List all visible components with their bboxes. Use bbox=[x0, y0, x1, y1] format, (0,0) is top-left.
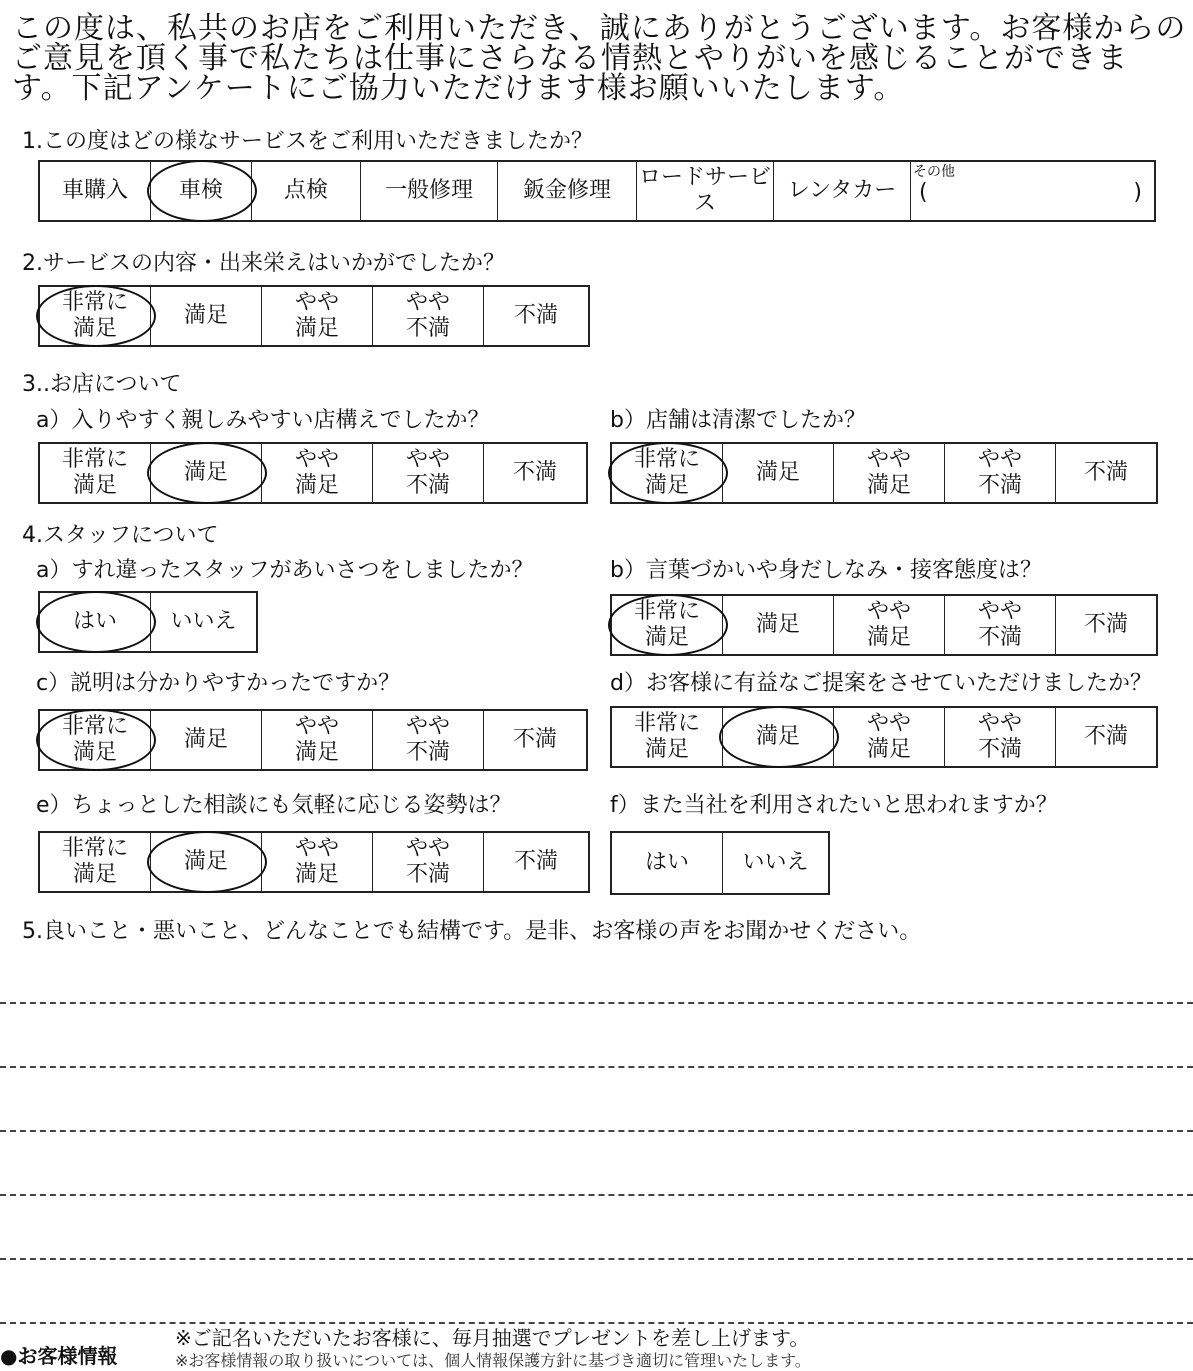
scale-very-satisfied[interactable]: 非常に 満足 bbox=[611, 443, 723, 503]
q3a-scale bbox=[38, 442, 588, 504]
scale-very-satisfied[interactable]: 非常に 満足 bbox=[611, 595, 723, 655]
option-yes[interactable]: はい bbox=[611, 832, 723, 894]
scale-satisfied[interactable]: 満足 bbox=[151, 710, 262, 770]
q4a-yesno bbox=[38, 591, 258, 653]
scale-satisfied[interactable]: 満足 bbox=[151, 832, 262, 892]
scale-satisfied[interactable]: 満足 bbox=[723, 443, 834, 503]
scale-unsatisfied[interactable]: 不満 bbox=[1056, 443, 1158, 503]
question-4a: a）すれ違ったスタッフがあいさつをしましたか？ bbox=[36, 558, 534, 583]
scale-somewhat-satisfied[interactable]: やや 満足 bbox=[834, 595, 945, 655]
q4b-scale bbox=[610, 594, 1158, 656]
question-4: 4.スタッフについて bbox=[22, 523, 219, 548]
footer-cut-text: ※お客様情報の取り扱いについては、個人情報保護方針に基づき適切に管理いたします。 bbox=[175, 1351, 811, 1370]
q4d-scale bbox=[610, 706, 1158, 768]
question-2: 2.サービスの内容・出来栄えはいかがでしたか？ bbox=[22, 251, 505, 276]
option-no[interactable]: いいえ bbox=[151, 592, 258, 652]
scale-somewhat-unsatisfied[interactable]: やや 不満 bbox=[373, 832, 484, 892]
option-other[interactable] bbox=[911, 161, 1156, 221]
answer-line[interactable] bbox=[0, 1130, 1193, 1132]
q2-scale bbox=[38, 285, 590, 347]
question-4c: c）説明は分かりやすかったですか？ bbox=[36, 671, 401, 696]
scale-somewhat-unsatisfied[interactable]: やや 不満 bbox=[945, 595, 1056, 655]
answer-line[interactable] bbox=[0, 1258, 1193, 1260]
question-4b: b）言葉づかいや身だしなみ・接客態度は？ bbox=[610, 558, 1042, 583]
scale-somewhat-unsatisfied[interactable]: やや 不満 bbox=[373, 443, 484, 503]
scale-somewhat-satisfied[interactable]: やや 満足 bbox=[262, 710, 373, 770]
scale-satisfied[interactable]: 満足 bbox=[723, 595, 834, 655]
option-no[interactable]: いいえ bbox=[723, 832, 830, 894]
question-4d: d）お客様に有益なご提案をさせていただけましたか？ bbox=[610, 671, 1152, 696]
answer-line[interactable] bbox=[0, 1002, 1193, 1004]
scale-very-satisfied[interactable]: 非常に 満足 bbox=[611, 707, 723, 767]
scale-somewhat-unsatisfied[interactable]: やや 不満 bbox=[945, 443, 1056, 503]
scale-very-satisfied[interactable]: 非常に 満足 bbox=[39, 286, 151, 346]
answer-line[interactable] bbox=[0, 1066, 1193, 1068]
question-3: 3..お店について bbox=[22, 372, 182, 397]
scale-unsatisfied[interactable]: 不満 bbox=[484, 443, 588, 503]
scale-satisfied[interactable]: 満足 bbox=[151, 286, 262, 346]
footer-customer-info-label: ●お客様情報 bbox=[0, 1344, 118, 1368]
scale-unsatisfied[interactable]: 不満 bbox=[484, 710, 588, 770]
other-label: その他 bbox=[913, 164, 955, 180]
scale-satisfied[interactable]: 満足 bbox=[723, 707, 834, 767]
question-4e: e）ちょっとした相談にも気軽に応じる姿勢は？ bbox=[36, 793, 512, 818]
scale-somewhat-satisfied[interactable]: やや 満足 bbox=[834, 707, 945, 767]
question-3a: a）入りやすく親しみやすい店構えでしたか？ bbox=[36, 408, 490, 433]
scale-unsatisfied[interactable]: 不満 bbox=[1056, 707, 1158, 767]
footer-note: ※ご記名いただいたお客様に、毎月抽選でプレゼントを差し上げます。 bbox=[175, 1326, 810, 1350]
option-car-purchase[interactable]: 車購入 bbox=[39, 161, 151, 221]
scale-somewhat-satisfied[interactable]: やや 満足 bbox=[262, 832, 373, 892]
paren-open: ( bbox=[919, 180, 928, 205]
scale-satisfied[interactable]: 満足 bbox=[151, 443, 262, 503]
option-inspection-shaken[interactable]: 車検 bbox=[151, 161, 252, 221]
question-4f: f）また当社を利用されたいと思われますか？ bbox=[610, 793, 1058, 818]
paren-close: ) bbox=[1133, 180, 1142, 205]
question-1: 1.この度はどの様なサービスをご利用いただきましたか？ bbox=[22, 129, 593, 154]
scale-somewhat-satisfied[interactable]: やや 満足 bbox=[834, 443, 945, 503]
option-general-repair[interactable]: 一般修理 bbox=[361, 161, 498, 221]
question-5: 5.良いこと・悪いこと、どんなことでも結構です。是非、お客様の声をお聞かせください。 bbox=[22, 919, 922, 944]
scale-unsatisfied[interactable]: 不満 bbox=[484, 286, 590, 346]
option-rental-car[interactable]: レンタカー bbox=[774, 161, 911, 221]
scale-very-satisfied[interactable]: 非常に 満足 bbox=[39, 710, 151, 770]
scale-somewhat-unsatisfied[interactable]: やや 不満 bbox=[373, 286, 484, 346]
scale-somewhat-satisfied[interactable]: やや 満足 bbox=[262, 443, 373, 503]
scale-somewhat-satisfied[interactable]: やや 満足 bbox=[262, 286, 373, 346]
answer-line[interactable] bbox=[0, 1194, 1193, 1196]
q4f-yesno bbox=[610, 831, 830, 895]
option-check[interactable]: 点検 bbox=[252, 161, 361, 221]
scale-unsatisfied[interactable]: 不満 bbox=[484, 832, 590, 892]
scale-very-satisfied[interactable]: 非常に 満足 bbox=[39, 832, 151, 892]
scale-somewhat-unsatisfied[interactable]: やや 不満 bbox=[373, 710, 484, 770]
q4c-scale bbox=[38, 709, 588, 771]
question-3b: b）店舗は清潔でしたか？ bbox=[610, 408, 866, 433]
scale-somewhat-unsatisfied[interactable]: やや 不満 bbox=[945, 707, 1056, 767]
scale-very-satisfied[interactable]: 非常に 満足 bbox=[39, 443, 151, 503]
scale-unsatisfied[interactable]: 不満 bbox=[1056, 595, 1158, 655]
q3b-scale bbox=[610, 442, 1158, 504]
q1-options bbox=[38, 160, 1156, 222]
option-yes[interactable]: はい bbox=[39, 592, 151, 652]
q4e-scale bbox=[38, 831, 590, 893]
option-road-service[interactable]: ロードサービス bbox=[637, 161, 774, 221]
option-body-repair[interactable]: 鈑金修理 bbox=[498, 161, 637, 221]
intro-text: この度は、私共のお店をご利用いただき、誠にありがとうございます。お客様からのご意見を頂く事で私たちは仕事にさらなる情熱とやりがいを感じることができます。下記アンケートにご協力いただけます様お願いいたします。 bbox=[12, 11, 1187, 106]
